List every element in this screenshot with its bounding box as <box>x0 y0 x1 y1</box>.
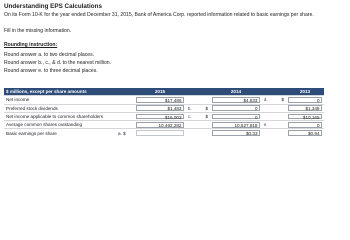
row-label: Basic earnings per share <box>4 129 116 137</box>
currency-symbol <box>270 121 286 129</box>
currency-symbol <box>126 129 134 137</box>
answer-input[interactable]: $1,483 <box>136 105 184 111</box>
fill-instruction: Fill in the missing information. <box>4 28 72 34</box>
answer-input[interactable]: 0 <box>212 114 260 120</box>
row-label: Net income <box>4 96 116 104</box>
answer-input[interactable]: 0 <box>288 122 322 128</box>
year-header: 2013 <box>286 88 324 96</box>
answer-input[interactable]: 10,527,818 <box>212 122 260 128</box>
answer-input[interactable]: $17,486 <box>136 97 184 103</box>
problem-intro: On its Form 10-K for the year ended December 31, 2015, Bank of America Corp. reported information related to basic earnings per share. <box>4 12 314 18</box>
row-label: Average common shares outstanding <box>4 121 116 129</box>
rounding-item: Round answer e. to three decimal places. <box>4 68 98 74</box>
answer-letter <box>186 121 194 129</box>
eps-table <box>4 88 324 137</box>
answer-letter: c. <box>186 112 194 120</box>
answer-input[interactable]: $1,349 <box>288 105 322 111</box>
answer-letter <box>116 121 126 129</box>
answer-input[interactable]: $10,165 <box>288 114 322 120</box>
currency-symbol: $ <box>194 104 210 112</box>
answer-input[interactable]: 0 <box>288 97 322 103</box>
currency-symbol <box>270 104 286 112</box>
table-row <box>4 112 324 120</box>
page-title: Understanding EPS Calculations <box>4 3 102 10</box>
row-label: Net income applicable to common shareholders <box>4 112 116 120</box>
table-header-row <box>4 88 324 96</box>
answer-letter <box>262 129 270 137</box>
answer-input[interactable] <box>136 130 184 136</box>
answer-letter: b. <box>186 104 194 112</box>
rounding-item: Round answer b., c., & d. to the nearest million. <box>4 60 112 66</box>
currency-symbol <box>126 96 134 104</box>
answer-letter <box>186 129 194 137</box>
table-row <box>4 121 324 129</box>
currency-symbol: $ <box>270 96 286 104</box>
row-label: Preferred stock dividends <box>4 104 116 112</box>
answer-input[interactable]: $4,833 <box>212 97 260 103</box>
answer-letter <box>262 104 270 112</box>
rounding-heading: Rounding instruction: <box>4 42 58 48</box>
table-row <box>4 104 324 112</box>
year-header: 2015 <box>134 88 186 96</box>
currency-symbol <box>126 121 134 129</box>
answer-letter <box>116 96 126 104</box>
rounding-item: Round answer a. to two decimal places. <box>4 52 95 58</box>
answer-input[interactable]: 0 <box>212 105 260 111</box>
table-header-label: $ millions, except per share amounts <box>4 88 116 96</box>
currency-symbol <box>194 96 210 104</box>
currency-symbol: $ <box>194 112 210 120</box>
answer-letter: a. $ <box>118 130 126 136</box>
currency-symbol <box>194 121 210 129</box>
table-row <box>4 96 324 104</box>
currency-symbol <box>270 112 286 120</box>
answer-letter: d. <box>262 96 270 104</box>
answer-letter <box>116 112 126 120</box>
currency-symbol <box>194 129 210 137</box>
answer-letter <box>116 104 126 112</box>
answer-letter <box>186 96 194 104</box>
currency-symbol <box>126 104 134 112</box>
answer-letter: e. <box>262 121 270 129</box>
answer-input[interactable]: $0.33 <box>212 130 260 136</box>
answer-letter <box>262 112 270 120</box>
answer-input[interactable]: $16,003 <box>136 114 184 120</box>
answer-input[interactable]: $0.94 <box>288 130 322 136</box>
table-row <box>4 129 324 137</box>
currency-symbol <box>270 129 286 137</box>
currency-symbol <box>126 112 134 120</box>
answer-input[interactable]: 10,462,282 <box>136 122 184 128</box>
year-header: 2014 <box>210 88 262 96</box>
